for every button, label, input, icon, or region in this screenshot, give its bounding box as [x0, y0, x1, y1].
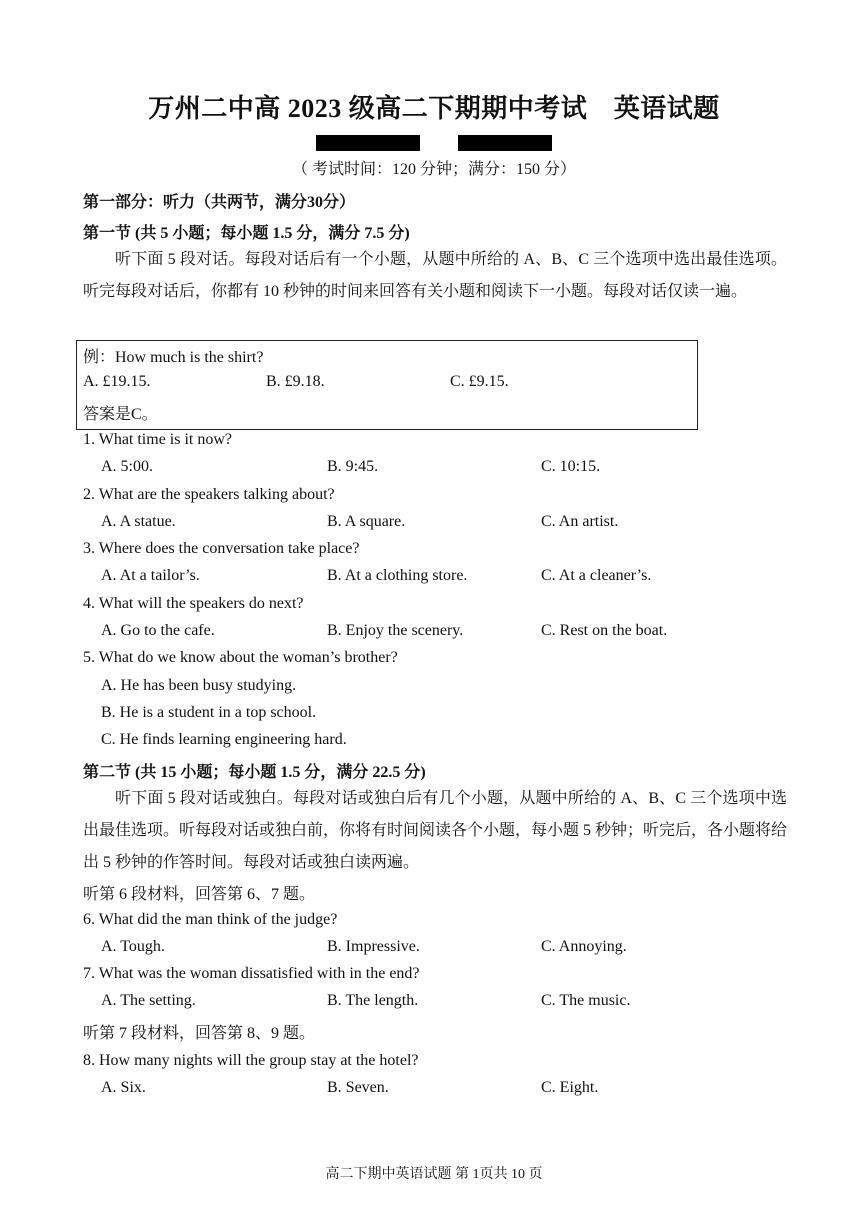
question-7-option-a: A. The setting. [101, 992, 196, 1009]
material-7-note: 听第 7 段材料，回答第 8、9 题。 [83, 1025, 316, 1042]
example-question: 例：How much is the shirt? [83, 349, 264, 366]
example-option-c: C. £9.15. [450, 373, 509, 390]
redacted-block-right [458, 135, 552, 151]
part1-heading: 第一部分：听力（共两节，满分30分） [83, 194, 356, 211]
question-2-option-a: A. A statue. [101, 513, 176, 530]
question-1-option-a: A. 5:00. [101, 458, 153, 475]
question-2-option-c: C. An artist. [541, 513, 619, 530]
redacted-block-left [316, 135, 420, 151]
example-answer: 答案是C。 [83, 406, 158, 423]
question-2-stem: 2. What are the speakers talking about? [83, 486, 335, 503]
section1-instructions: 听下面 5 段对话。每段对话后有一个小题，从题中所给的 A、B、C 三个选项中选出最佳选项。听完每段对话后，你都有 10 秒钟的时间来回答有关小题和阅读下一小题。每段对话仅读一遍。 [83, 251, 787, 300]
question-2-option-b: B. A square. [327, 513, 406, 530]
question-7-option-b: B. The length. [327, 992, 419, 1009]
example-option-b: B. £9.18. [266, 373, 325, 390]
section2-instructions: 听下面 5 段对话或独白。每段对话或独白后有几个小题，从题中所给的 A、B、C 三个选项中选出最佳选项。听每段对话或独白前，你将有时间阅读各个小题，每小题 5 秒钟；听完后，各小题将给出 5 秒钟的作答时间。每段对话或独白读两遍。 [83, 790, 788, 871]
question-4-option-c: C. Rest on the boat. [541, 622, 668, 639]
example-option-a: A. £19.15. [83, 373, 151, 390]
question-5-stem: 5. What do we know about the woman’s brother? [83, 649, 398, 666]
question-8-option-b: B. Seven. [327, 1079, 389, 1096]
question-5-option-a: A. He has been busy studying. [101, 677, 297, 694]
question-6-option-a: A. Tough. [101, 938, 165, 955]
question-7-stem: 7. What was the woman dissatisfied with in the end? [83, 965, 420, 982]
question-5-option-c: C. He finds learning engineering hard. [101, 731, 347, 748]
question-6-stem: 6. What did the man think of the judge? [83, 911, 338, 928]
question-3-option-a: A. At a tailor’s. [101, 567, 200, 584]
question-6-option-c: C. Annoying. [541, 938, 627, 955]
question-6-option-b: B. Impressive. [327, 938, 420, 955]
question-4-option-b: B. Enjoy the scenery. [327, 622, 464, 639]
section1-heading: 第一节 (共 5 小题；每小题 1.5 分，满分 7.5 分) [83, 225, 410, 242]
question-5-option-b: B. He is a student in a top school. [101, 704, 317, 721]
question-8-option-c: C. Eight. [541, 1079, 599, 1096]
question-1-option-c: C. 10:15. [541, 458, 601, 475]
question-1-option-b: B. 9:45. [327, 458, 379, 475]
question-3-option-c: C. At a cleaner’s. [541, 567, 652, 584]
exam-info: （ 考试时间：120 分钟；满分：150 分） [291, 161, 576, 178]
question-1-stem: 1. What time is it now? [83, 431, 233, 448]
question-4-stem: 4. What will the speakers do next? [83, 595, 304, 612]
question-4-option-a: A. Go to the cafe. [101, 622, 215, 639]
question-3-stem: 3. Where does the conversation take place? [83, 540, 360, 557]
material-6-note: 听第 6 段材料，回答第 6、7 题。 [83, 886, 316, 903]
page-footer: 高二下期中英语试题 第 1页共 10 页 [325, 1167, 543, 1182]
question-3-option-b: B. At a clothing store. [327, 567, 468, 584]
question-7-option-c: C. The music. [541, 992, 631, 1009]
question-8-stem: 8. How many nights will the group stay at the hotel? [83, 1052, 419, 1069]
question-8-option-a: A. Six. [101, 1079, 146, 1096]
page-title: 万州二中高 2023 级高二下期期中考试 英语试题 [148, 94, 720, 123]
section2-heading: 第二节 (共 15 小题；每小题 1.5 分，满分 22.5 分) [83, 764, 426, 781]
